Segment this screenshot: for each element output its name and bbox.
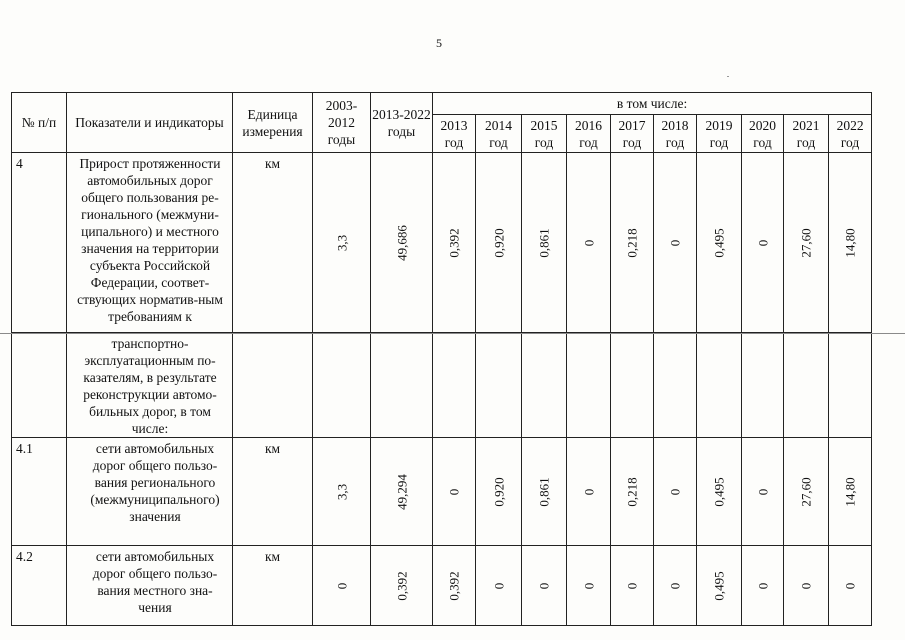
value-cell-empty [567, 333, 611, 438]
value-cell [313, 438, 371, 546]
header-num: № п/п [12, 93, 67, 153]
value-cell [522, 153, 567, 333]
value-cell [567, 546, 611, 626]
value-cell [784, 546, 829, 626]
value-cell [697, 438, 742, 546]
value-cell [829, 153, 872, 333]
value-cell [697, 546, 742, 626]
value-text: 0,218 [624, 476, 640, 507]
year-label: 2016 [575, 117, 602, 133]
year-label: 2013 [440, 117, 468, 133]
scan-artifact-line [0, 333, 905, 334]
value-text: 49,294 [394, 473, 409, 510]
value-cell [611, 546, 654, 626]
row-number: 4.2 [12, 546, 67, 626]
value-cell [654, 438, 697, 546]
header-year-2015 [522, 115, 567, 153]
value-text: 0 [334, 582, 349, 589]
year-label: 2018 [661, 117, 689, 133]
year-label: 2022 [836, 117, 864, 133]
year-suffix: год [753, 134, 772, 150]
year-label: 2019 [705, 117, 733, 133]
indicator-text: Прирост протяженности автомобильных дорог общего пользования ре-гионального (межмуни-ципального) и местного значения на территории субъекта Российской Федерации, соответ-ствующих норматив-ным требованиям к [67, 153, 233, 333]
value-cell [829, 546, 872, 626]
value-text: 0 [755, 582, 770, 589]
value-cell [371, 153, 433, 333]
header-including: в том числе: [433, 93, 872, 115]
value-cell [697, 153, 742, 333]
value-text: 0 [624, 582, 640, 589]
value-cell [829, 438, 872, 546]
value-text: 0 [667, 239, 683, 246]
indicators-table [11, 92, 872, 626]
value-cell [567, 438, 611, 546]
value-cell [476, 438, 522, 546]
header-year-2014 [476, 115, 522, 153]
value-cell [433, 438, 476, 546]
year-label: 2014 [485, 117, 512, 133]
value-cell [371, 438, 433, 546]
value-text: 0 [491, 582, 506, 589]
indicator-text: сети автомобильных дорог общего пользо-вания местного зна-чения [67, 546, 233, 626]
value-text: 3,3 [334, 483, 349, 500]
value-cell-empty [697, 333, 742, 438]
page-number: 5 [436, 36, 442, 50]
table-row [12, 546, 872, 626]
header-year-2017 [611, 115, 654, 153]
unit-cell: км [233, 153, 313, 333]
header-year-2021 [784, 115, 829, 153]
value-text: 0,495 [711, 227, 727, 258]
value-cell-empty [654, 333, 697, 438]
value-cell [522, 438, 567, 546]
value-text: 0 [446, 488, 462, 495]
value-cell [522, 546, 567, 626]
value-text: 14,80 [842, 476, 858, 507]
value-text: 0 [667, 488, 683, 495]
year-suffix: год [840, 134, 860, 150]
value-text: 0,392 [394, 570, 409, 601]
year-suffix: год [665, 134, 685, 150]
value-text: 14,80 [842, 227, 858, 258]
indicator-text: транспортно-эксплуатационным по-казателям, в результате реконструкции автомо-бильных дорог, в том числе: [67, 333, 233, 438]
value-cell [371, 546, 433, 626]
header-unit: Единица измерения [233, 93, 313, 153]
value-text: 0,392 [446, 570, 462, 601]
value-cell-empty [371, 333, 433, 438]
value-text: 0,920 [491, 476, 506, 507]
value-cell-empty [433, 333, 476, 438]
value-cell [611, 438, 654, 546]
header-year-2013 [433, 115, 476, 153]
value-cell-empty [611, 333, 654, 438]
value-cell-empty [784, 333, 829, 438]
value-text: 0,861 [536, 476, 552, 507]
value-text: 0,920 [491, 227, 506, 258]
row-number-empty [12, 333, 67, 438]
value-cell [784, 438, 829, 546]
value-cell [567, 153, 611, 333]
value-text: 0,861 [536, 227, 552, 258]
value-text: 0 [536, 582, 552, 589]
header-period-2003-2012: 2003-2012 годы [313, 93, 371, 153]
header-year-2019 [697, 115, 742, 153]
table-row [12, 153, 872, 333]
unit-empty [233, 333, 313, 438]
row-number: 4.1 [12, 438, 67, 546]
value-cell-empty [476, 333, 522, 438]
header-year-2020 [742, 115, 784, 153]
value-text: 0 [755, 488, 770, 495]
value-cell [313, 546, 371, 626]
value-text: 0 [581, 239, 596, 246]
scan-speck [727, 76, 729, 77]
value-text: 0,392 [446, 227, 462, 258]
header-row-1 [12, 93, 872, 115]
value-text: 27,60 [798, 476, 814, 507]
year-suffix: год [444, 134, 464, 150]
value-cell [742, 438, 784, 546]
value-text: 0 [667, 582, 683, 589]
value-text: 0 [755, 239, 770, 246]
header-period-2013-2022: 2013-2022 годы [371, 93, 433, 153]
value-text: 0,218 [624, 227, 640, 258]
year-suffix: год [534, 134, 554, 150]
value-cell-empty [522, 333, 567, 438]
year-suffix: год [489, 134, 508, 150]
value-text: 0 [842, 582, 858, 589]
value-text: 3,3 [334, 234, 349, 251]
value-cell [476, 153, 522, 333]
value-cell-empty [313, 333, 371, 438]
year-label: 2017 [618, 117, 646, 133]
unit-cell: км [233, 438, 313, 546]
value-cell [611, 153, 654, 333]
year-suffix: год [622, 134, 642, 150]
value-cell [654, 153, 697, 333]
value-text: 0 [581, 582, 596, 589]
unit-cell: км [233, 546, 313, 626]
header-year-2022 [829, 115, 872, 153]
value-text: 27,60 [798, 227, 814, 258]
year-label: 2015 [530, 117, 558, 133]
value-text: 0 [581, 488, 596, 495]
indicator-text: сети автомобильных дорог общего пользо-вания регионального (межмуниципального) значения [67, 438, 233, 546]
value-cell [654, 546, 697, 626]
value-text: 0,495 [711, 570, 727, 601]
value-cell [313, 153, 371, 333]
value-cell [433, 546, 476, 626]
header-indicators: Показатели и индикаторы [67, 93, 233, 153]
value-cell [433, 153, 476, 333]
value-text: 49,686 [394, 224, 409, 261]
header-year-2016 [567, 115, 611, 153]
year-label: 2021 [792, 117, 820, 133]
year-suffix: год [709, 134, 729, 150]
value-cell [742, 153, 784, 333]
year-suffix: год [796, 134, 816, 150]
table-row [12, 438, 872, 546]
value-cell-empty [829, 333, 872, 438]
value-cell [742, 546, 784, 626]
row-number: 4 [12, 153, 67, 333]
table-row-continuation [12, 333, 872, 438]
value-cell-empty [742, 333, 784, 438]
year-suffix: год [579, 134, 598, 150]
value-cell [476, 546, 522, 626]
value-cell [784, 153, 829, 333]
year-label: 2020 [749, 117, 776, 133]
value-text: 0,495 [711, 476, 727, 507]
header-year-2018 [654, 115, 697, 153]
value-text: 0 [798, 582, 814, 589]
